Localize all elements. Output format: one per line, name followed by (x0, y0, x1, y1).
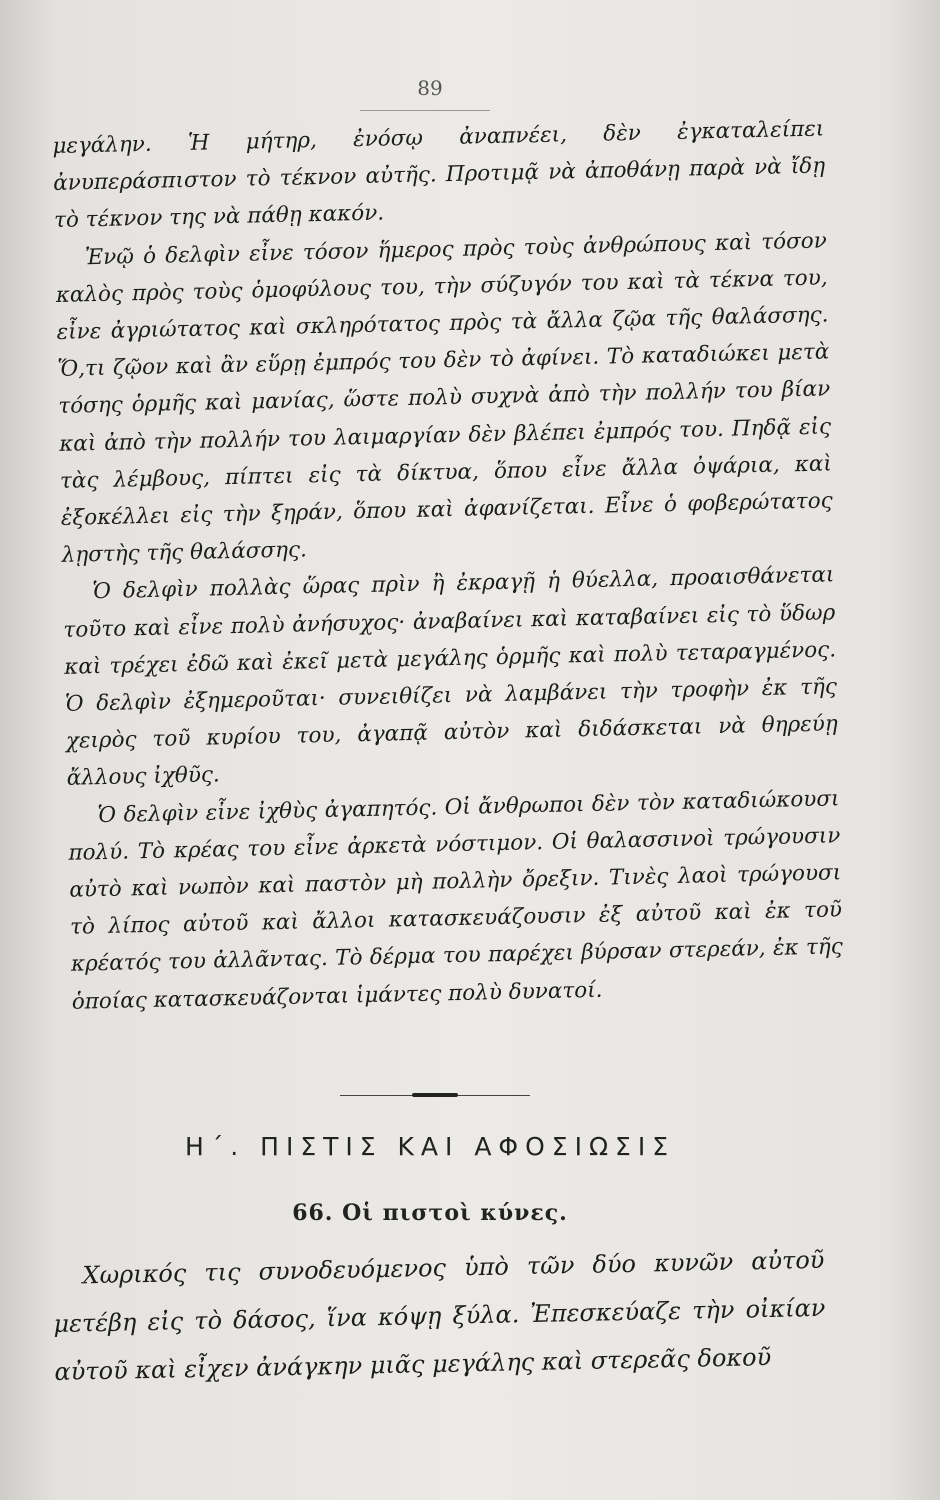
paragraph: Ὁ δελφὶν πολλὰς ὥρας πρὶν ἢ ἐκραγῇ ἡ θύελλα, προαισθάνεται τοῦτο καὶ εἶνε πολὺ ἀνήσυχος· ἀναβαίνει καὶ καταβαίνει εἰς τὸ ὕδωρ καὶ τρέχει ἐδῶ καὶ ἐκεῖ μετὰ μεγάλης ὁρμῆς καὶ πολὺ τεταραγμένος. Ὁ δελφὶν ἐξημεροῦται· συνειθίζει νὰ λαμβάνει τὴν τροφὴν ἐκ τῆς χειρὸς τοῦ κυρίου του, ἀγαπᾷ αὐτὸν καὶ διδάσκεται νὰ θηρεύῃ ἄλλους ἰχθῦς. (63, 562, 839, 792)
story-text (52, 1236, 827, 1396)
body-text (52, 110, 844, 1020)
section-divider-ornament (340, 1090, 530, 1102)
paragraph: μεγάλην. Ἡ μήτηρ, ἐνόσῳ ἀναπνέει, δὲν ἐγκαταλείπει ἀνυπεράσπιστον τὸ τέκνον αὐτῆς. Προτιμᾷ νὰ ἀποθάνῃ παρὰ νὰ ἴδῃ τὸ τέκνον της νὰ πάθῃ κακόν. (52, 116, 826, 234)
section-title: 66. Οἱ πιστοὶ κύνες. (292, 1200, 568, 1226)
paragraph: Ἐνῷ ὁ δελφὶν εἶνε τόσον ἥμερος πρὸς τοὺς ἀνθρώπους καὶ τόσον καλὸς πρὸς τοὺς ὁμοφύλους του, τὴν σύζυγόν του καὶ τὰ τέκνα του, εἶνε ἀγριώτατος καὶ σκληρότατος πρὸς τὰ ἄλλα ζῷα τῆς θαλάσσης. Ὅ,τι ζῷον καὶ ἂν εὕρῃ ἐμπρός του δὲν τὸ ἀφίνει. Τὸ καταδιώκει μετὰ τόσης ὁρμῆς καὶ μανίας, ὥστε πολὺ συχνὰ ἀπὸ τὴν πολλήν του βίαν καὶ ἀπὸ τὴν πολλήν του λαιμαργίαν δὲν βλέπει ἐμπρός του. Πηδᾷ εἰς τὰς λέμβους, πίπτει εἰς τὰ δίκτυα, ὅπου εἶνε ἄλλα ὀψάρια, καὶ ἐξοκέλλει εἰς τὴν ξηράν, ὅπου καὶ ἀφανίζεται. Εἶνε ὁ φοβερώτατος λῃστὴς τῆς θαλάσσης. (55, 228, 833, 569)
paragraph: Ὁ δελφὶν εἶνε ἰχθὺς ἀγαπητός. Οἱ ἄνθρωποι δὲν τὸν καταδιώκουσι πολύ. Τὸ κρέας του εἶνε ἀρκετὰ νόστιμον. Οἱ θαλασσινοὶ τρώγουσιν αὐτὸ καὶ νωπὸν καὶ παστὸν μὴ πολλὴν ὄρεξιν. Τινὲς λαοὶ τρώγουσι τὸ λίπος αὐτοῦ καὶ ἄλλοι κατασκευάζουσιν ἐξ αὐτοῦ καὶ ἐκ τοῦ κρέατός του ἀλλᾶντας. Τὸ δέρμα του παρέχει βύρσαν στερεάν, ἐκ τῆς ὁποίας κατασκευάζονται ἱμάντες πολὺ δυνατοί. (68, 785, 844, 1015)
page-number: 89 (417, 76, 443, 100)
header-rule (360, 110, 490, 111)
chapter-title: Η΄. ΠΙΣΤΙΣ ΚΑΙ ΑΦΟΣΙΩΣΙΣ (184, 1132, 676, 1161)
paragraph: Χωρικός τις συνοδευόμενος ὑπὸ τῶν δύο κυνῶν αὐτοῦ μετέβη εἰς τὸ δάσος, ἵνα κόψῃ ξύλα. Ἐπεσκεύαζε τὴν οἰκίαν αὐτοῦ καὶ εἶχεν ἀνάγκην μιᾶς μεγάλης καὶ στερεᾶς δοκοῦ (53, 1245, 826, 1386)
divider-mark (412, 1093, 458, 1097)
